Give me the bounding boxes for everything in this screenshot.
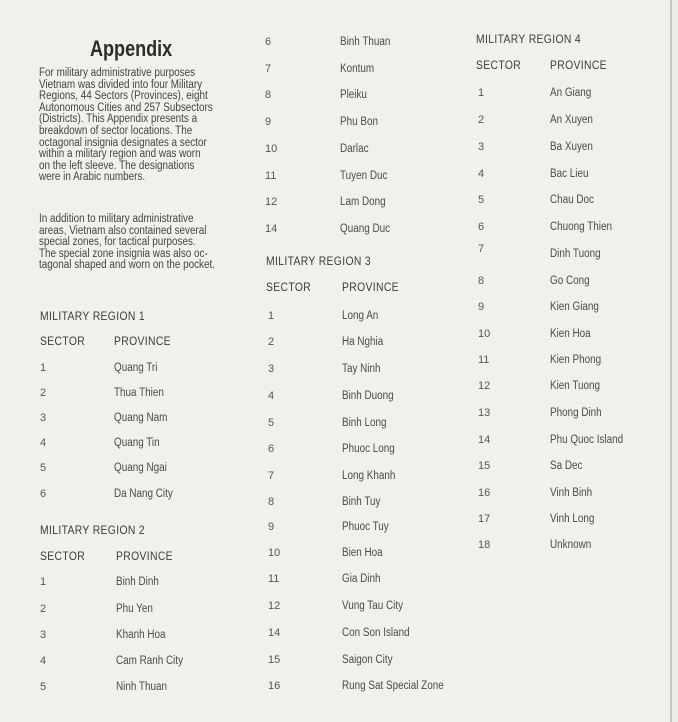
intro-line: within a military region and was worn (39, 148, 201, 161)
special-zones-line: In addition to military administrative (39, 213, 194, 225)
sector-number: 16 (478, 487, 491, 499)
sector-number: 3 (268, 363, 275, 375)
sector-number: 2 (40, 603, 47, 615)
province-name: Kontum (340, 63, 375, 75)
sector-number: 3 (40, 629, 47, 641)
sector-column-header: SECTOR (476, 60, 522, 72)
province-name: Kien Hoa (550, 328, 591, 340)
sector-number: 7 (265, 63, 272, 75)
sector-number: 11 (268, 573, 280, 585)
province-name: Long Khanh (342, 470, 396, 482)
sector-number: 14 (268, 627, 281, 639)
province-name: Bac Lieu (550, 168, 589, 180)
province-name: An Xuyen (550, 114, 593, 126)
intro-line: Autonomous Cities and 257 Subsectors (39, 101, 213, 114)
sector-number: 4 (40, 655, 47, 667)
region-title: MILITARY REGION 4 (476, 34, 582, 46)
page-title: Appendix (90, 36, 173, 61)
province-name: Chau Doc (550, 194, 594, 206)
province-name: Vung Tau City (342, 600, 404, 612)
province-name: Binh Dinh (116, 576, 159, 588)
province-name: An Giang (550, 87, 592, 99)
province-name: Pleiku (340, 89, 367, 101)
province-name: Thua Thien (114, 387, 164, 399)
region-title: MILITARY REGION 2 (40, 525, 146, 537)
province-name: Binh Thuan (340, 36, 391, 48)
sector-number: 9 (265, 116, 272, 128)
special-zones-line: tagonal shaped and worn on the pocket. (39, 259, 215, 272)
province-name: Unknown (550, 539, 592, 551)
sector-number: 5 (478, 194, 485, 206)
sector-number: 8 (478, 275, 485, 287)
intro-line: were in Arabic numbers. (39, 171, 146, 184)
province-name: Vinh Long (550, 513, 595, 525)
sector-number: 16 (268, 680, 281, 692)
province-name: Go Cong (550, 275, 590, 287)
sector-number: 13 (478, 407, 491, 419)
sector-number: 18 (478, 539, 491, 551)
sector-number: 12 (265, 196, 278, 208)
province-name: Tay Ninh (342, 363, 381, 375)
sector-number: 2 (40, 387, 47, 399)
intro-line: octagonal insignia designates a sector (39, 136, 207, 149)
sector-number: 11 (265, 170, 277, 182)
sector-number: 1 (478, 87, 485, 99)
province-name: Binh Tuy (342, 496, 381, 508)
province-name: Kien Phong (550, 354, 602, 366)
province-column-header: PROVINCE (116, 551, 173, 563)
sector-column-header: SECTOR (40, 551, 86, 563)
province-name: Kien Tuong (550, 380, 601, 392)
province-name: Sa Dec (550, 460, 583, 472)
special-zones-line: areas, Vietnam also contained several (39, 224, 207, 237)
sector-number: 11 (478, 354, 490, 366)
sector-number: 15 (268, 654, 281, 666)
sector-number: 12 (478, 380, 491, 392)
sector-number: 5 (40, 681, 47, 693)
sector-number: 2 (268, 336, 275, 348)
special-zones-line: special zones, for tactical purposes. (39, 236, 196, 249)
intro-line: on the left sleeve. The designations (39, 159, 195, 172)
sector-number: 6 (40, 488, 47, 500)
province-name: Ha Nghia (342, 336, 384, 348)
province-name: Dinh Tuong (550, 248, 601, 260)
province-name: Long An (342, 310, 379, 322)
region-title: MILITARY REGION 1 (40, 311, 146, 323)
sector-column-header: SECTOR (40, 336, 86, 348)
province-name: Cam Ranh City (116, 655, 184, 667)
province-name: Phuoc Long (342, 443, 395, 455)
sector-number: 4 (40, 437, 47, 449)
region-title: MILITARY REGION 3 (266, 256, 372, 268)
sector-number: 8 (265, 89, 272, 101)
province-name: Phu Quoc Island (550, 434, 624, 446)
sector-number: 12 (268, 600, 281, 612)
sector-number: 6 (478, 221, 485, 233)
province-name: Da Nang City (114, 488, 173, 500)
province-name: Quang Nam (114, 412, 168, 424)
province-name: Binh Duong (342, 390, 394, 402)
province-name: Saigon City (342, 654, 393, 666)
province-name: Quang Tri (114, 362, 158, 374)
intro-line: Regions, 44 Sectors (Provinces), eight (39, 90, 208, 103)
intro-line: breakdown of sector locations. The (39, 125, 193, 137)
province-name: Vinh Binh (550, 487, 593, 499)
sector-number: 7 (268, 470, 275, 482)
province-name: Rung Sat Special Zone (342, 680, 444, 692)
sector-number: 10 (478, 328, 491, 340)
province-name: Darlac (340, 143, 369, 155)
province-name: Binh Long (342, 417, 387, 429)
province-name: Phuoc Tuy (342, 521, 389, 533)
special-zones-line: The special zone insignia was also oc- (39, 247, 208, 260)
sector-number: 8 (268, 496, 275, 508)
province-name: Ba Xuyen (550, 141, 593, 153)
sector-number: 2 (478, 114, 485, 126)
province-name: Bien Hoa (342, 547, 383, 559)
province-name: Ninh Thuan (116, 681, 167, 693)
sector-number: 6 (268, 443, 275, 455)
sector-number: 3 (478, 141, 485, 153)
sector-number: 6 (265, 36, 272, 48)
sector-number: 3 (40, 412, 47, 424)
sector-number: 10 (268, 547, 281, 559)
sector-number: 4 (478, 168, 485, 180)
sector-number: 5 (268, 417, 275, 429)
province-name: Khanh Hoa (116, 629, 166, 641)
sector-number: 15 (478, 460, 491, 472)
province-column-header: PROVINCE (114, 336, 171, 348)
province-name: Con Son Island (342, 627, 410, 639)
sector-number: 5 (40, 462, 47, 474)
intro-line: Vietnam was divided into four Military (39, 78, 203, 91)
sector-number: 9 (478, 301, 485, 313)
province-name: Quang Duc (340, 223, 391, 235)
intro-line: For military administrative purposes (39, 67, 196, 79)
province-name: Chuong Thien (550, 221, 612, 233)
sector-number: 14 (478, 434, 491, 446)
sector-number: 10 (265, 143, 278, 155)
sector-number: 4 (268, 390, 275, 402)
province-name: Phong Dinh (550, 407, 602, 419)
sector-column-header: SECTOR (266, 282, 312, 294)
sector-number: 1 (40, 362, 47, 374)
sector-number: 1 (40, 576, 47, 588)
province-name: Quang Tin (114, 437, 160, 449)
province-name: Phu Bon (340, 116, 378, 128)
province-name: Lam Dong (340, 196, 386, 208)
province-column-header: PROVINCE (550, 60, 607, 72)
sector-number: 9 (268, 521, 275, 533)
sector-number: 14 (265, 223, 278, 235)
province-column-header: PROVINCE (342, 282, 399, 294)
province-name: Kien Giang (550, 301, 599, 313)
province-name: Quang Ngai (114, 462, 167, 474)
province-name: Tuyen Duc (340, 170, 388, 182)
province-name: Phu Yen (116, 603, 153, 615)
sector-number: 7 (478, 243, 485, 255)
sector-number: 17 (478, 513, 491, 525)
sector-number: 1 (268, 310, 275, 322)
intro-line: (Districts). This Appendix presents a (39, 113, 198, 126)
province-name: Gia Dinh (342, 573, 381, 585)
